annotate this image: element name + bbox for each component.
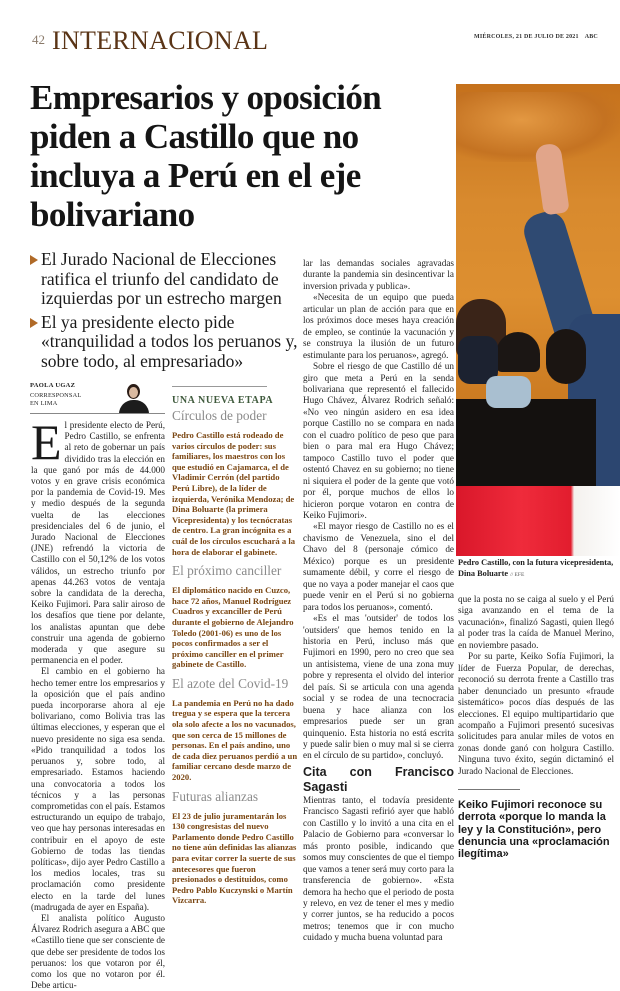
pull-quote: Keiko Fujimori reconoce su derrota «porque lo manda la ley y la Constitución», pero denuncia una «proclamación ilegítima» [458,799,610,861]
subhead [30,250,320,309]
role-line: CORRESPONSAL [30,392,82,399]
paragraph: lar las demandas sociales agravadas durante la pandemia sin desincentivar la inversion privada y publica». [303,258,454,291]
divider [458,789,520,790]
article-column-3 [303,258,454,944]
author-name: PAOLA UGAZ [30,382,76,389]
paragraph: «El mayor riesgo de Castillo no es el chavismo de Venezuela, sino el del Chavo del 8 (personaje cómico de México) porque es un presidente sumamente débil, y corre el riesgo de que no vaya a poder manejar el caos que puede venir en el Perú si no gobierna para todos los peruanos», comentó. [303,521,454,612]
sidebar-box [172,386,298,912]
sidebar-heading: El azote del Covid-19 [172,675,289,691]
sidebar-kicker: UNA NUEVA ETAPA [172,395,274,406]
dateline [474,34,598,40]
byline [30,382,165,414]
paragraph: Sobre el riesgo de que Castillo dé un giro que meta a Perú en la senda bolivariana que representó el fallecido Hugo Chávez, Álvarez Rodrich señaló: «No veo ningún asidero en esa idea porque Castillo no se compara en nada con el cuadro político de peso que para bien o para mal era Hugo Chávez; tampoco Castillo tuvo el poder que ostentó Chavez en su gobierno; no tiene ni siquiera el poder de la gente que votó por él, porque muchos de ellos lo hicieron porque votaron en contra de Keiko Fujimori». [303,361,454,520]
paragraph-text: l presidente electo de Perú, Pedro Castillo, se enfrenta al reto de gobernar un país dividido tras la elección en la que ganó por más de 44.000 votos y en grave crisis económica por la pandemia de Covid-19. Mes y medio después de la segunda vuelta de las elecciones presidenciales del 6 de junio, el Jurado Nacional de Elecciones (JNE) refrendó la victoria de Castillo con el 50,12% de los votos válidos, un estrecho triunfo por apenas 44.263 votos de ventaja sobre la candidata de la derecha, Keiko Fujimori. Para salir airoso de los desafíos que tiene por delante, los analistas apuntan que debe construir una agenda de gobierno moderada y que asegure su permanencia en el poder. [31,420,165,666]
paragraph: El analista político Augusto Álvarez Rodrich asegura a ABC que «Castillo tiene que ser consciente de que debe ser presidente de todos los peruanos: los que votaron por él, como los que no votaron por él. Debe articu- [31,912,165,991]
headline: Empresarios y oposición piden a Castillo que no incluya a Perú en el eje bolivariano [30,78,382,234]
intertitle: Cita con Francisco Sagasti [303,764,454,794]
drop-cap: E [31,414,62,470]
article-column-1 [31,414,165,991]
paragraph: Mientras tanto, el todavía presidente Francisco Sagasti refirió ayer que habló con Castillo y lo invitó a una cita en el Palacio de Gobierno para «conversar lo más pronto posible, indicando que somos muy conscientes de que el tiempo que vamos a tener será muy corto para la transferencia de gobierno». «Esta demora ha hecho que el periodo de posta y relevo, en vez de tener el mes y medio y correr juntos, se ha reducido a pocos metros; tenemos que ir con mucho cuidado y mucha buena voluntad para [303,794,454,943]
photo-credit: // EFE [510,571,525,578]
paragraph: «Necesita de un equipo que pueda articular un plan de acción para que en los próximos doce meses haya creación de empleo, se continúe la vacunación y se construya la ilusión de un futuro estimulante para los peruanos», agregó. [303,292,454,360]
article-column-4 [458,594,614,860]
photo-caption [458,558,618,580]
section-title: INTERNACIONAL [52,26,269,55]
sidebar-heading: El próximo canciller [172,563,282,579]
paragraph: que la posta no se caiga al suelo y el Perú siga avanzando en el tema de la vacunación», finalizó Sagasti, quien llegó al poder tras la caída de Manuel Merino, en noviembre pasado. [458,594,614,650]
page-number: 42 [32,32,45,47]
sidebar-text: El diplomático nacido en Cuzco, hace 72 años, Manuel Rodríguez Cuadros y excanciller de Perú durante el gobierno de Alejandro Toledo (2001-06) es uno de los pocos confirmados a ser el próximo canciller en el primer gabinete de Castillo. [172,585,294,670]
date: MIÉRCOLES, 21 DE JULIO DE 2021 [474,34,579,40]
paragraph: El cambio en el gobierno ha hecho temer entre los empresarios y la oposición que el país andino pueda incorporarse ahora al eje bolivariano, como Bolivia tras las últimas elecciones, y esperan que el nuevo presidente no siga esa senda. «Pido tranquilidad a todos los peruanos y, sobre todo, al empresariado. Estamos haciendo una convocatoria a todos los técnicos y a las personas comprometidas con el país. Estamos estructurando un equipo de trabajo, veo que hay personas interesadas en contribuir en el apoyo de este Gobierno de todas las tiendas políticas», dijo ayer Pedro Castillo a los medios locales, tras su proclamación como presidente electo en la tarde del lunes (madrugada de ayer en España). [31,666,165,912]
subheads [30,250,320,375]
brand: ABC [584,34,598,40]
divider [172,386,267,387]
sidebar-heading: Círculos de poder [172,408,267,423]
paragraph [31,414,165,666]
paragraph: Por su parte, Keiko Sofía Fujimori, la líder de Fuerza Popular, de derechas, reconoció su derrota frente a Castillo tras haber denunciado un presunto «fraude sistemático» pocos días después de las elecciones. El equipo multipartidario que acompaño a Fujimori presentó sucesivas solicitudes para anular miles de votos en zonas donde ganó con holgura Castillo. Ninguna tuvo éxito, según dictaminó el Jurado Nacional de Elecciones. [458,651,614,776]
sidebar-text: El 23 de julio juramentarán los 130 congresistas del nuevo Parlamento donde Pedro Castillo no tiene aún definidas las alianzas para evitar correr la suerte de sus antecesores que fueron presionados o destituidos, como Pedro Pablo Kuczynski o Martín Vizcarra. [172,810,297,906]
role-line: EN LIMA [30,400,58,407]
bullet-triangle-icon [30,318,38,328]
bullet-triangle-icon [30,255,38,265]
paragraph: «Es el mas 'outsider' de todos los 'outsiders' que hemos tenido en la historia en Perú, incluso más que Fujimori en 1990, pero no creo que sea un antisistema, viene de una zona muy pobre y representa el olvido del interior del país. Si se articula con una agenda social y se rodea de una tecnocracia buena y hace alianza con los empresarios puede ser un gran quinquenio. Esta historia no está escrita y puede salir bien o muy mal si se cierra en el círculo de su partido», concluyó. [303,613,454,761]
sidebar-text: La pandemia en Perú no ha dado tregua y se espera que la tercera ola solo afecte a los no vacunados, que son cerca de 15 millones de personas. En el país andino, uno de cada diez peruanos perdió a un familiar cercano desde marzo de 2020. [172,697,298,783]
sidebar-heading: Futuras alianzas [172,788,259,804]
caption-text: Pedro Castillo, con la futura vicepresidenta, Dina Boluarte [458,558,614,578]
subhead [30,313,320,372]
sidebar-text: Pedro Castillo está rodeado de varios círculos de poder: sus familiares, los maestros con los que estudió en Cajamarca, el de Vladimir Cerrón (del partido Perú Libre), de la líder de izquierda, Verónika Mendoza; de Dina Boluarte (la primera Vicepresidenta) y los tecnócratas de centro. La gran incógnita es a cuál de los círculos escuchará a la hora de elaborar el gabinete. [172,430,296,557]
author-avatar [116,384,152,413]
subhead-text: El Jurado Nacional de Elecciones ratifica el triunfo del candidato de izquierdas por un estrecho margen [41,249,282,308]
news-photo [456,84,620,556]
subhead-text: El ya presidente electo pide «tranquilidad a todos los peruanos y, sobre todo, al empresariado» [41,311,298,371]
